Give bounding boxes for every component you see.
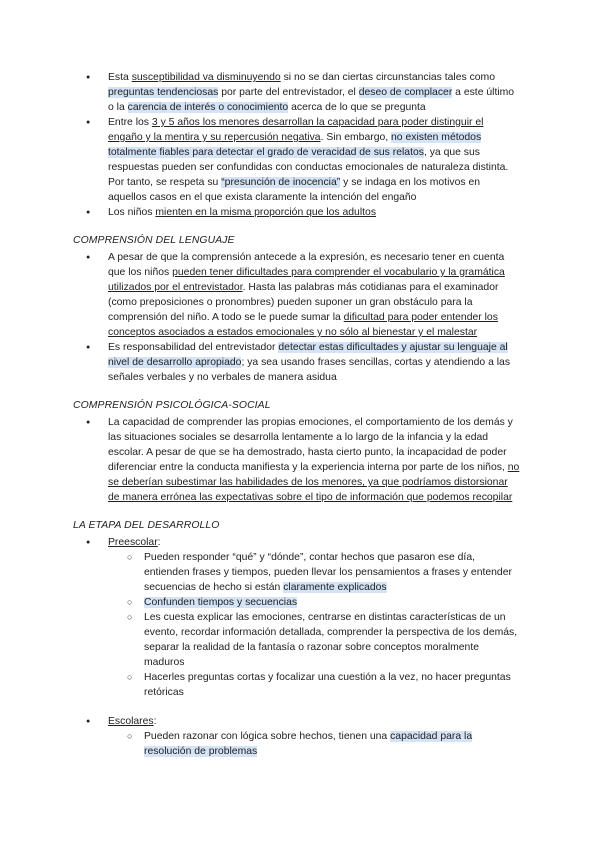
underlined-text: 3 y 5 años los menores desarrollan la capacidad para poder distinguir el engaño y la mentira y su repercusión negativa [108, 117, 484, 143]
section-heading-psicologica-social: COMPRENSIÓN PSICOLÓGICA-SOCIAL [73, 400, 271, 411]
text-segment: Pueden razonar con lógica sobre hechos, tienen una [144, 731, 391, 742]
section-heading-lenguaje: COMPRENSIÓN DEL LENGUAJE [73, 235, 235, 246]
spacer [80, 700, 520, 714]
text-segment: Los niños [108, 207, 156, 218]
underlined-text: mienten en la misma proporción que los adultos [155, 207, 377, 218]
group-label-suffix: : [153, 716, 157, 727]
underlined-text: pueden tener dificultades para comprender el vocabulario y la gramática utilizados por el entrevistador [108, 267, 505, 293]
highlighted-text: detectar estas dificultades y ajustar su lenguaje al nivel de desarrollo apropiado [108, 342, 508, 368]
etapa-list [80, 535, 520, 700]
psicologica-social-list [80, 415, 520, 505]
section-heading-etapa-desarrollo: LA ETAPA DEL DESARROLLO [73, 520, 220, 531]
highlighted-text: “presunción de inocencia” [221, 177, 341, 188]
sub-list-item [80, 550, 520, 595]
highlighted-text: Confunden tiempos y secuencias [144, 597, 298, 608]
text-segment: A pesar de que la comprensión antecede a la expresión, es necesario tener en cuenta que los niños [108, 252, 505, 278]
group-label-suffix: : [157, 537, 161, 548]
list-item [80, 205, 520, 220]
highlighted-text: claramente explicados [283, 582, 387, 593]
text-segment: a este último o la [108, 87, 515, 113]
text-segment: La capacidad de comprender las propias emociones, el comportamiento de los demás y las situaciones sociales se desarrolla lentamente a lo largo de la infancia y la edad escolar. A pesar de que se ha demostrado, hasta cierto punto, la incapacidad de poder diferenciar entre la conducta manifiesta y la experiencia interna por parte de los niños, [108, 417, 513, 473]
group-preescolar [80, 535, 520, 550]
text-segment: Hacerles preguntas cortas y focalizar una cuestión a la vez, no hacer preguntas retóricas [144, 672, 511, 698]
text-segment: y se indaga en los motivos en aquellos casos en el que exista claramente la intención del engaño [108, 177, 480, 203]
highlighted-text: carencia de interés o conocimiento [127, 102, 289, 113]
text-segment: , ya que sus respuestas pueden ser confundidas con conductas emocionales de naturaleza distinta. Por tanto, se respeta su [108, 147, 509, 188]
text-segment: Es responsabilidad del entrevistador [108, 342, 279, 353]
etapa-list-escolares [80, 714, 520, 759]
text-segment: ; ya sea usando frases sencillas, cortas y atendiendo a las señales verbales y no verbales de manera asidua [108, 357, 511, 383]
underlined-text: no se deberían subestimar las habilidades de los menores, ya que podríamos distorsionar de manera errónea las expectativas sobre el tipo de información que podemos recopilar [108, 462, 520, 503]
sub-list-item [80, 670, 520, 700]
group-escolares [80, 714, 520, 729]
list-item [80, 115, 520, 205]
sub-list-item [80, 610, 520, 670]
text-segment: Les cuesta explicar las emociones, centrarse en distintas características de un evento, recordar información detallada, comprender la perspectiva de los demás, separar la realidad de la fantasía o razonar sobre conceptos moralmente maduros [144, 612, 518, 668]
text-segment: Pueden responder “qué” y “dónde”, contar hechos que pasaron ese día, entienden frases y tiempos, pueden llevar los pensamientos a frases y entender secuencias de hecho si están [144, 552, 512, 593]
document-body [73, 70, 520, 759]
text-segment: Entre los [108, 117, 152, 128]
intro-list [80, 70, 520, 220]
text-segment: acerca de lo que se pregunta [288, 102, 426, 113]
text-segment: por parte del entrevistador, el [218, 87, 359, 98]
highlighted-text: no existen métodos totalmente fiables para detectar el grado de veracidad de sus relatos [108, 132, 482, 158]
list-item [80, 70, 520, 115]
highlighted-text: capacidad para la resolución de problemas [144, 731, 473, 757]
text-segment: Esta [108, 72, 132, 83]
group-label: Escolares [108, 716, 154, 727]
text-segment: . Sin embargo, [320, 132, 392, 143]
group-label: Preescolar [108, 537, 158, 548]
list-item [80, 415, 520, 505]
list-item [80, 250, 520, 340]
text-segment: . Hasta las palabras más cotidianas para el examinador (como preposiciones o pronombres) pueden suponer un gran obstáculo para la comprensión del niño. A todo se le puede sumar la [108, 282, 499, 323]
text-segment: si no se dan ciertas circunstancias tales como [280, 72, 495, 83]
lenguaje-list [80, 250, 520, 385]
highlighted-text: deseo de complacer [358, 87, 453, 98]
sub-list-item [80, 729, 520, 759]
underlined-text: susceptibilidad va disminuyendo [131, 72, 281, 83]
list-item [80, 340, 520, 385]
underlined-text: dificultad para poder entender los conceptos asociados a estados emocionales y no sólo al bienestar y el malestar [108, 312, 498, 338]
highlighted-text: preguntas tendenciosas [108, 87, 219, 98]
sub-list-item [80, 595, 520, 610]
